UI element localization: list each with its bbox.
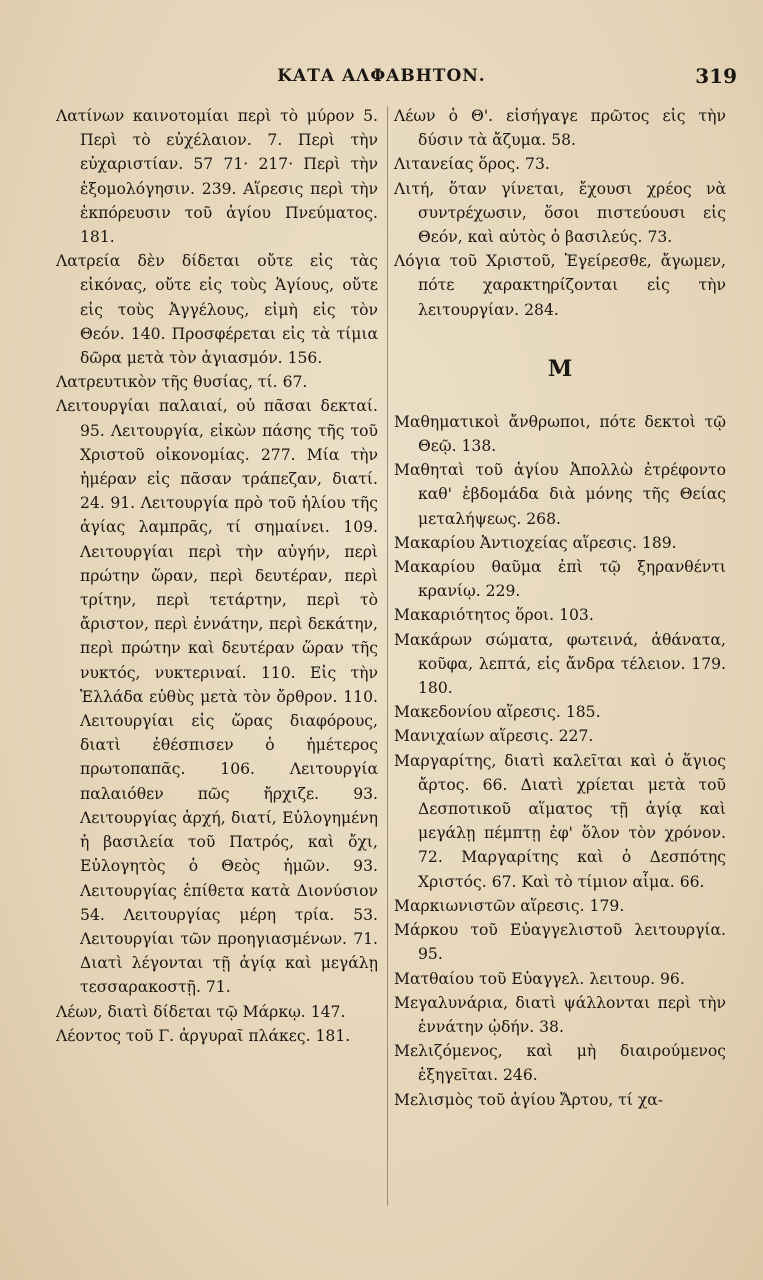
index-entry: Λειτουργίαι παλαιαί, οὐ πᾶσαι δεκταί. 95. Λειτουργία, εἰκὼν πάσης τῆς τοῦ Χριστοῦ οἰκονομίας. 277. Μία τὴν ἡμέραν εἰς πᾶσαν τράπεζαν, διατί. 24. 91. Λειτουργία πρὸ τοῦ ἡλίου τῆς ἁγίας λαμπρᾶς, τί σημαίνει. 109. Λειτουργίαι περὶ τὴν αὐγήν, περὶ πρώτην ὥραν, περὶ δευτέραν, περὶ τρίτην, περὶ τετάρτην, περὶ τὸ ἄριστον, περὶ ἐννάτην, περὶ δεκάτην, περὶ πρώτην καὶ δευτέραν ὥραν τῆς νυκτός, νυκτεριναί. 110. Εἰς τὴν Ἑλλάδα εὐθὺς μετὰ τὸν ὄρθρον. 110. Λειτουργίαι εἰς ὥρας διαφόρους, διατὶ ἐθέσπισεν ὁ ἡμέτερος πρωτοπαπᾶς. 106. Λειτουργία παλαιόθεν πῶς ἤρχιζε. 93. Λειτουργίας ἀρχή, διατί, Εὐλογημένη ἡ βασιλεία τοῦ Πατρός, καὶ ὄχι, Εὐλογητὸς ὁ Θεὸς ἡμῶν. 93. Λειτουργίας ἐπίθετα κατὰ Διονύσιον 54. Λειτουργίας μέρη τρία. 53. Λειτουργίαι τῶν προηγιασμένων. 71. Διατὶ λέγονται τῇ ἁγίᾳ καὶ μεγάλῃ τεσσαρακοστῇ. 71. [56, 397, 378, 997]
index-entry: Ματθαίου τοῦ Εὐαγγελ. λειτουρ. 96. [394, 969, 685, 988]
index-entry: Λόγια τοῦ Χριστοῦ, Ἐγείρεσθε, ἄγωμεν, πότε χαρακτηρίζονται εἰς τὴν λειτουργίαν. 284. [394, 252, 726, 319]
column-divider [387, 106, 388, 1206]
index-entry: Μακαριότητος ὅροι. 103. [394, 606, 594, 625]
index-entry: Μανιχαίων αἵρεσις. 227. [394, 727, 594, 746]
page-number: 319 [695, 64, 737, 88]
index-column-right [394, 104, 726, 1112]
index-entry: Μακαρίου Ἀντιοχείας αἵρεσις. 189. [394, 533, 677, 552]
index-entry: Μελιζόμενος, καὶ μὴ διαιρούμενος ἐξηγεῖται. 246. [394, 1042, 726, 1085]
index-entry: Μακεδονίου αἵρεσις. 185. [394, 703, 601, 722]
index-entry: Μαργαρίτης, διατὶ καλεῖται καὶ ὁ ἅγιος ἄρτος. 66. Διατὶ χρίεται μετὰ τοῦ Δεσποτικοῦ αἵματος τῇ ἁγίᾳ καὶ μεγάλῃ πέμπτῃ ἐφ' ὅλον τὸν χρόνον. 72. Μαργαρίτης καὶ ὁ Δεσπότης Χριστός. 67. Καὶ τὸ τίμιον αἷμα. 66. [394, 751, 726, 891]
index-entry: Μάρκου τοῦ Εὐαγγελιστοῦ λειτουργία. 95. [394, 921, 726, 964]
index-entry: Λέων ὁ Θ'. εἰσήγαγε πρῶτος εἰς τὴν δύσιν τὰ ἄζυμα. 58. [394, 107, 726, 150]
index-entry: Μεγαλυνάρια, διατὶ ψάλλονται περὶ τὴν ἐννάτην ᾠδήν. 38. [394, 993, 726, 1036]
index-entry: Λατρεία δὲν δίδεται οὔτε εἰς τὰς εἰκόνας, οὔτε εἰς τοὺς Ἁγίους, οὔτε εἰς τοὺς Ἀγγέλους, εἰμὴ εἰς τὸν Θεόν. 140. Προσφέρεται εἰς τὰ τίμια δῶρα μετὰ τὸν ἁγιασμόν. 156. [56, 252, 378, 368]
index-entry: Λατίνων καινοτομίαι περὶ τὸ μύρον 5. Περὶ τὸ εὐχέλαιον. 7. Περὶ τὴν εὐχαριστίαν. 57 71· 217· Περὶ τὴν ἐξομολόγησιν. 239. Αἵρεσις περὶ τὴν ἐκπόρευσιν τοῦ ἁγίου Πνεύματος. 181. [56, 107, 378, 247]
index-entry: Μελισμὸς τοῦ ἁγίου Ἄρτου, τί χα- [394, 1090, 664, 1109]
index-entry: Λιτανείας ὅρος. 73. [394, 155, 550, 174]
section-letter-heading: Μ [547, 355, 573, 382]
index-entry: Μαθηματικοὶ ἄνθρωποι, πότε δεκτοὶ τῷ Θεῷ. 138. [394, 412, 726, 456]
index-entry: Μακαρίου θαῦμα ἐπὶ τῷ ξηρανθέντι κρανίῳ. 229. [394, 558, 726, 601]
index-entry: Λατρευτικὸν τῆς θυσίας, τί. 67. [56, 373, 308, 392]
index-entry: Μαρκιωνιστῶν αἵρεσις. 179. [394, 896, 625, 915]
index-entry: Λιτή, ὅταν γίνεται, ἔχουσι χρέος νὰ συντρέχωσιν, ὅσοι πιστεύουσι εἰς Θεόν, καὶ αὐτὸς ὁ βασιλεύς. 73. [394, 179, 726, 247]
index-entry: Λέων, διατὶ δίδεται τῷ Μάρκῳ. 147. [56, 1002, 346, 1021]
index-entry: Μακάρων σώματα, φωτεινά, ἀθάνατα, κοῦφα, λεπτά, εἰς ἄνδρα τέλειον. 179. 180. [394, 630, 726, 698]
index-entry: Μαθηταὶ τοῦ ἁγίου Ἀπολλὼ ἐτρέφοντο καθ' ἑβδομάδα διὰ μόνης τῆς Θείας μεταλήψεως. 268. [394, 461, 726, 528]
index-entry: Λέοντος τοῦ Γ. ἀργυραῖ πλάκες. 181. [56, 1026, 351, 1045]
running-title: ΚΑΤΑ ΑΛΦΑΒΗΤΟΝ. [277, 66, 486, 86]
index-column-left [56, 104, 378, 1048]
page-header [0, 62, 763, 92]
